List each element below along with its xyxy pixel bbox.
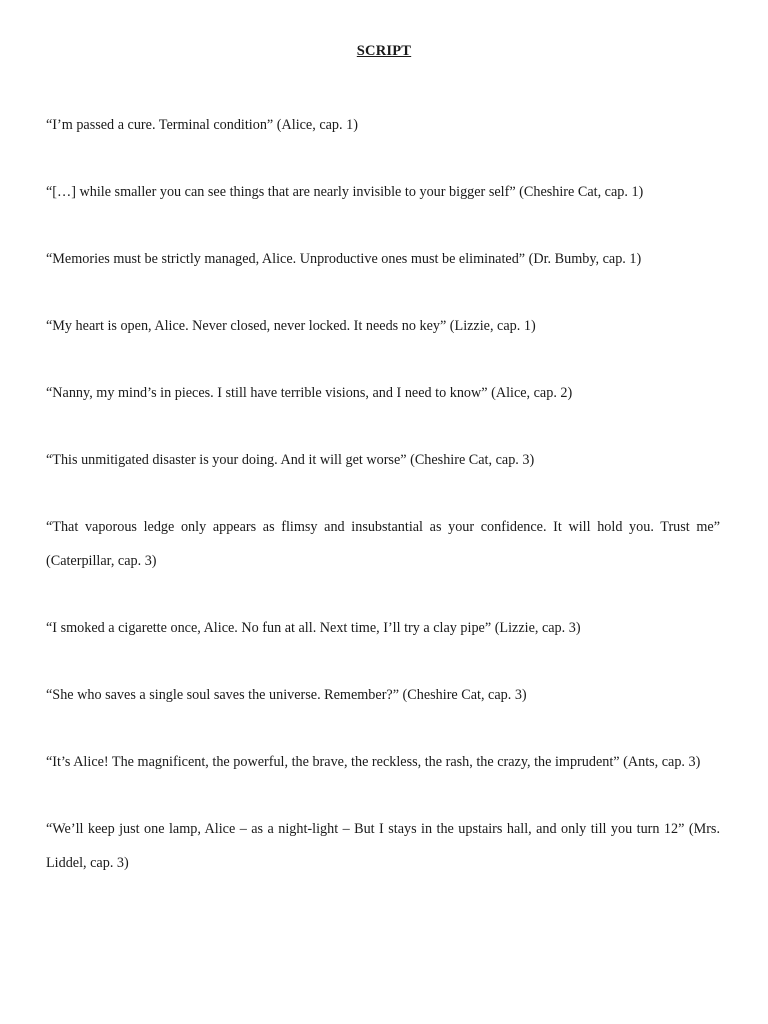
quote-item: “I’m passed a cure. Terminal condition” (Alice, cap. 1)	[46, 117, 358, 133]
quote-item: “We’ll keep just one lamp, Alice – as a night-light – But I stays in the upstairs hall, and only till you turn 12” (Mrs. Liddel, cap. 3)	[46, 821, 720, 871]
quote-item: “That vaporous ledge only appears as flimsy and insubstantial as your confidence. It will hold you. Trust me” (Caterpillar, cap. 3)	[46, 519, 720, 569]
page-title: SCRIPT	[356, 43, 412, 59]
quote-item: “This unmitigated disaster is your doing. And it will get worse” (Cheshire Cat, cap. 3)	[46, 452, 535, 468]
quote-item: “Nanny, my mind’s in pieces. I still have terrible visions, and I need to know” (Alice, cap. 2)	[46, 385, 573, 401]
quote-item: “Memories must be strictly managed, Alice. Unproductive ones must be eliminated” (Dr. Bumby, cap. 1)	[46, 251, 642, 267]
quote-item: “She who saves a single soul saves the universe. Remember?” (Cheshire Cat, cap. 3)	[46, 687, 527, 703]
quote-list	[46, 108, 720, 913]
quote-item: “I smoked a cigarette once, Alice. No fun at all. Next time, I’ll try a clay pipe” (Lizzie, cap. 3)	[46, 620, 581, 636]
quote-item: “[…] while smaller you can see things that are nearly invisible to your bigger self” (Cheshire Cat, cap. 1)	[46, 184, 644, 200]
quote-item: “It’s Alice! The magnificent, the powerful, the brave, the reckless, the rash, the crazy, the imprudent” (Ants, cap. 3)	[46, 754, 701, 770]
quote-item: “My heart is open, Alice. Never closed, never locked. It needs no key” (Lizzie, cap. 1)	[46, 318, 536, 334]
